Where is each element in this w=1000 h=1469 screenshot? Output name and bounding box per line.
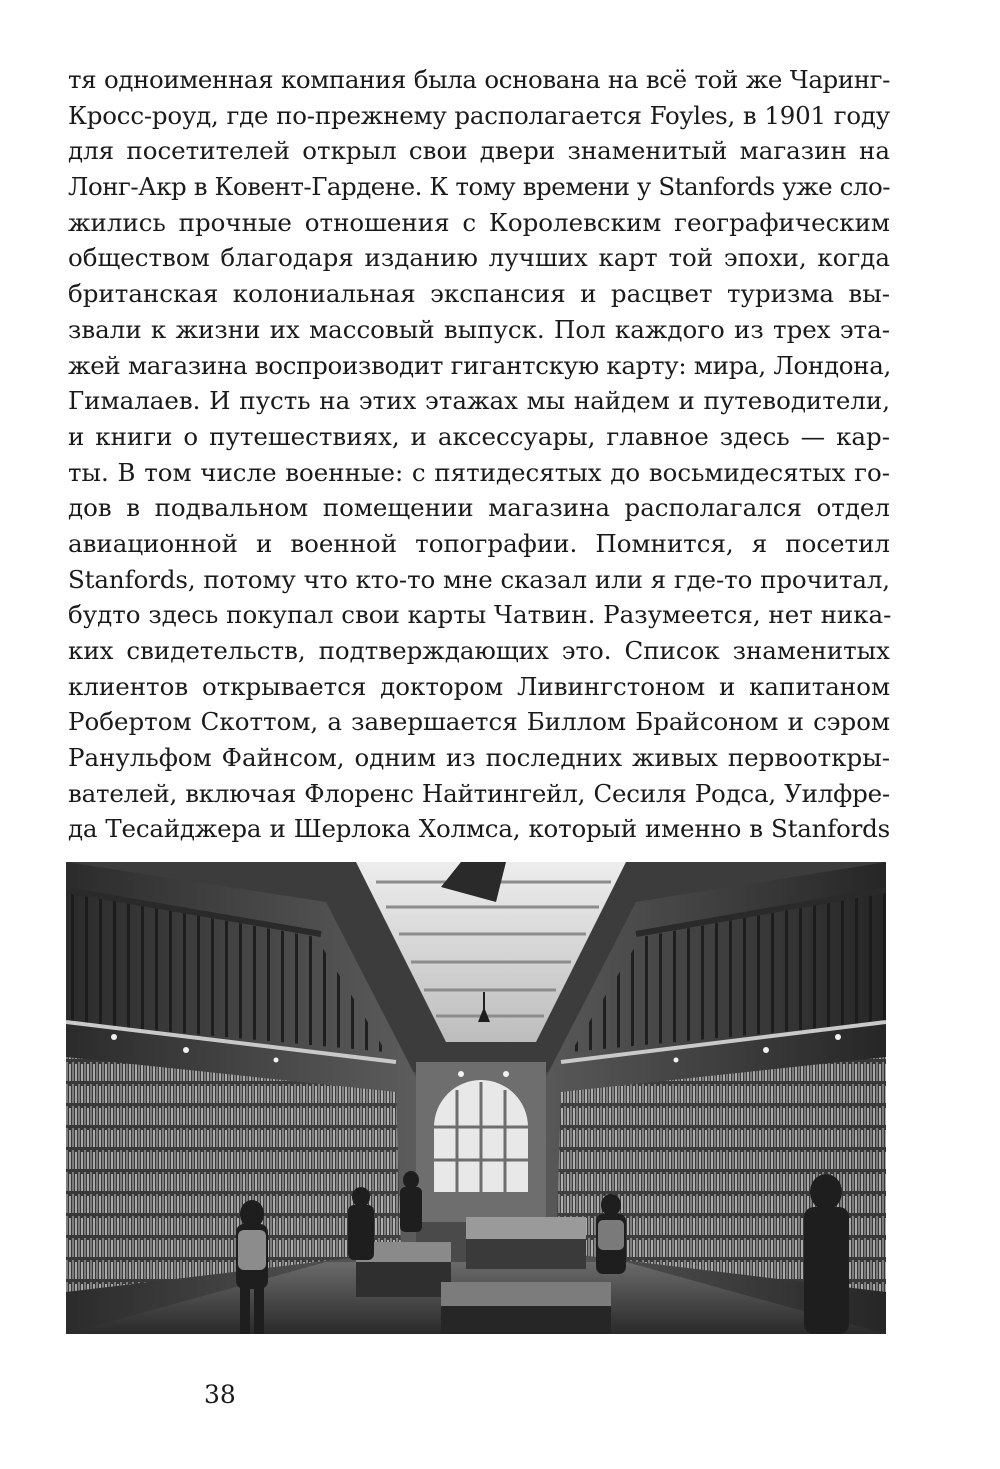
bookstore-interior-photo [66, 862, 886, 1334]
text-line: Stanfords, потому что кто-то мне сказал или я где-то прочитал, [68, 564, 890, 594]
text-line: вателей, включая Флоренс Найтингейл, Сесиля Родса, Уилфре- [68, 778, 890, 808]
page-number: 38 [204, 1380, 236, 1409]
text-line: Лонг-Акр в Ковент-Гардене. К тому времени у Stanfords уже сло- [68, 172, 890, 202]
text-line: Робертом Скоттом, а завершается Биллом Брайсоном и сэром [68, 707, 890, 737]
text-line: тя одноименная компания была основана на всё той же Чаринг- [68, 65, 890, 94]
text-line: да Тесайджера и Шерлока Холмса, который именно в Stanfords [68, 814, 890, 844]
text-line: ты. В том числе военные: с пятидесятых до восьмидесятых го- [68, 457, 890, 487]
text-line: звали к жизни их массовый выпуск. Пол каждого из трех эта- [68, 314, 890, 344]
text-line: авиационной и военной топографии. Помнится, я посетил [68, 528, 890, 558]
text-line: жей магазина воспроизводит гигантскую карту: мира, Лондона, [68, 350, 892, 380]
body-text [68, 62, 890, 847]
text-line: будто здесь покупал свои карты Чатвин. Разумеется, нет ника- [68, 600, 892, 630]
text-line: обществом благодаря изданию лучших карт той эпохи, когда [68, 243, 890, 273]
text-line: клиентов открывается доктором Ливингстоном и капитаном [68, 671, 890, 701]
text-line: Гималаев. И пусть на этих этажах мы найдем и путеводители, [68, 386, 890, 416]
text-line: и книги о путешествиях, и аксессуары, главное здесь — кар- [68, 421, 890, 451]
text-line: Кросс-роуд, где по-прежнему располагается Foyles, в 1901 году [68, 100, 890, 130]
text-line: дов в подвальном помещении магазина располагался отдел [68, 493, 890, 523]
text-line: британская колониальная экспансия и расцвет туризма вы- [68, 279, 890, 309]
text-line: Ранульфом Файнсом, одним из последних живых первооткры- [68, 743, 890, 773]
text-line: ких свидетельств, подтверждающих это. Список знаменитых [68, 636, 890, 665]
text-line: жились прочные отношения с Королевским географическим [68, 207, 890, 237]
text-line: для посетителей открыл свои двери знаменитый магазин на [68, 136, 890, 166]
